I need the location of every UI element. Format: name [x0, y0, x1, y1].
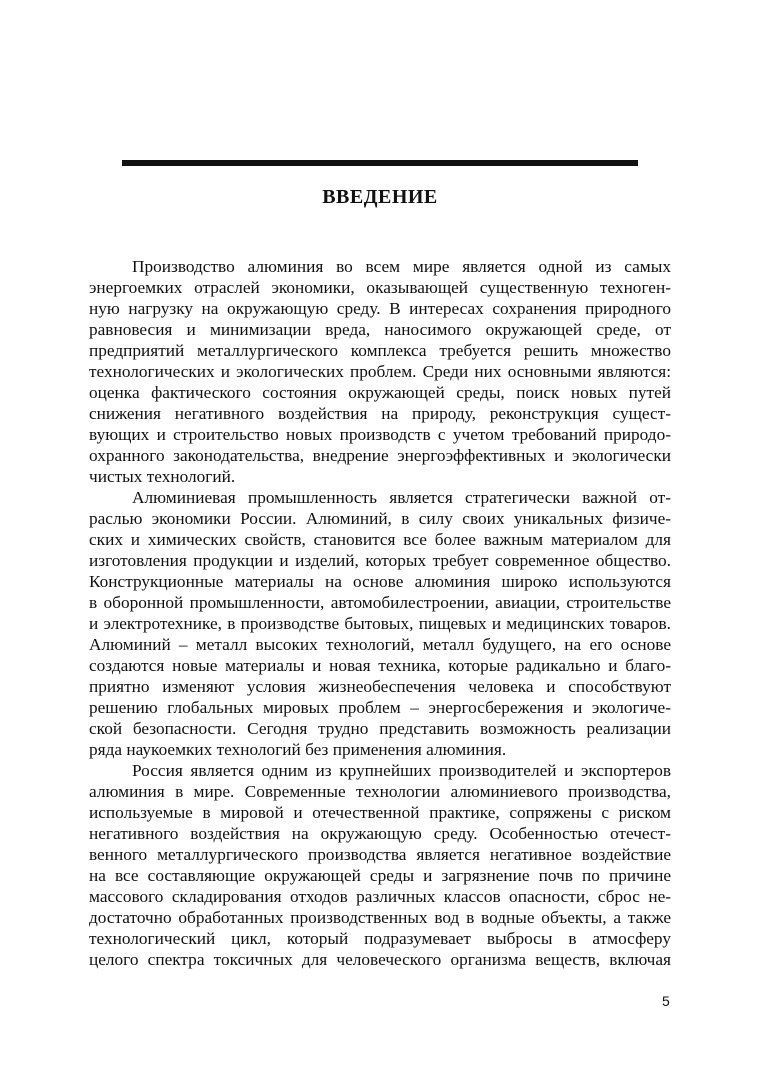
- text-line: создаются новые материалы и новая техника, которые радикально и благо-: [89, 656, 671, 675]
- text-line: Алюминиевая промышленность является стратегически важной от-: [132, 488, 671, 507]
- text-line: в оборонной промышленности, автомобилестроении, авиации, строительстве: [89, 593, 671, 612]
- text-line: ряда наукоемких технологий без применения алюминия.: [89, 740, 507, 759]
- page-number: 5: [662, 993, 670, 1009]
- text-line: раслью экономики России. Алюминий, в силу своих уникальных физиче-: [89, 509, 671, 528]
- text-line: Конструкционные материалы на основе алюминия широко используются: [89, 572, 671, 591]
- paragraph: [89, 487, 671, 760]
- text-line: ской безопасности. Сегодня трудно представить возможность реализации: [89, 719, 671, 738]
- text-line: технологический цикл, который подразумевает выбросы в атмосферу: [89, 929, 671, 948]
- body-text: [89, 256, 671, 970]
- text-line: оценка фактического состояния окружающей среды, поиск новых путей: [89, 383, 671, 402]
- text-line: целого спектра токсичных для человеческого организма веществ, включая: [89, 950, 671, 969]
- text-line: приятно изменяют условия жизнеобеспечения человека и способствуют: [89, 677, 671, 696]
- text-line: технологических и экологических проблем. Среди них основными являются:: [89, 362, 671, 381]
- text-line: ских и химических свойств, становится все более важным материалом для: [89, 530, 671, 549]
- text-line: энергоемких отраслей экономики, оказывающей существенную техноген-: [89, 278, 671, 297]
- text-line: Россия является одним из крупнейших производителей и экспортеров: [132, 761, 671, 780]
- text-line: и электротехнике, в производстве бытовых, пищевых и медицинских товаров.: [89, 614, 671, 633]
- paragraph: [89, 760, 671, 970]
- text-line: решению глобальных мировых проблем – энергосбережения и экологиче-: [89, 698, 671, 717]
- text-line: Производство алюминия во всем мире является одной из самых: [132, 257, 671, 276]
- text-line: венного металлургического производства является негативное воздействие: [89, 845, 671, 864]
- text-line: на все составляющие окружающей среды и загрязнение почв по причине: [89, 866, 671, 885]
- text-line: вующих и строительство новых производств с учетом требований природо-: [89, 425, 671, 444]
- text-line: Алюминий – металл высоких технологий, металл будущего, на его основе: [89, 635, 671, 654]
- paragraph: [89, 256, 671, 487]
- text-line: снижения негативного воздействия на природу, реконструкция сущест-: [89, 404, 671, 423]
- heading-rule: [122, 160, 638, 166]
- text-line: предприятий металлургического комплекса требуется решить множество: [89, 341, 671, 360]
- text-line: изготовления продукции и изделий, которых требует современное общество.: [89, 551, 671, 570]
- text-line: чистых технологий.: [89, 467, 236, 486]
- text-line: ную нагрузку на окружающую среду. В интересах сохранения природного: [89, 299, 671, 318]
- text-line: массового складирования отходов различных классов опасности, сброс не-: [89, 887, 671, 906]
- page-title: ВВЕДЕНИЕ: [322, 186, 438, 208]
- text-line: используемые в мировой и отечественной практике, сопряжены с риском: [89, 803, 671, 822]
- text-line: равновесия и минимизации вреда, наносимого окружающей среде, от: [89, 320, 671, 339]
- text-line: негативного воздействия на окружающую среду. Особенностью отечест-: [89, 824, 671, 843]
- text-line: алюминия в мире. Современные технологии алюминиевого производства,: [89, 782, 671, 801]
- text-line: охранного законодательства, внедрение энергоэффективных и экологически: [89, 446, 671, 465]
- text-line: достаточно обработанных производственных вод в водные объекты, а также: [89, 908, 671, 927]
